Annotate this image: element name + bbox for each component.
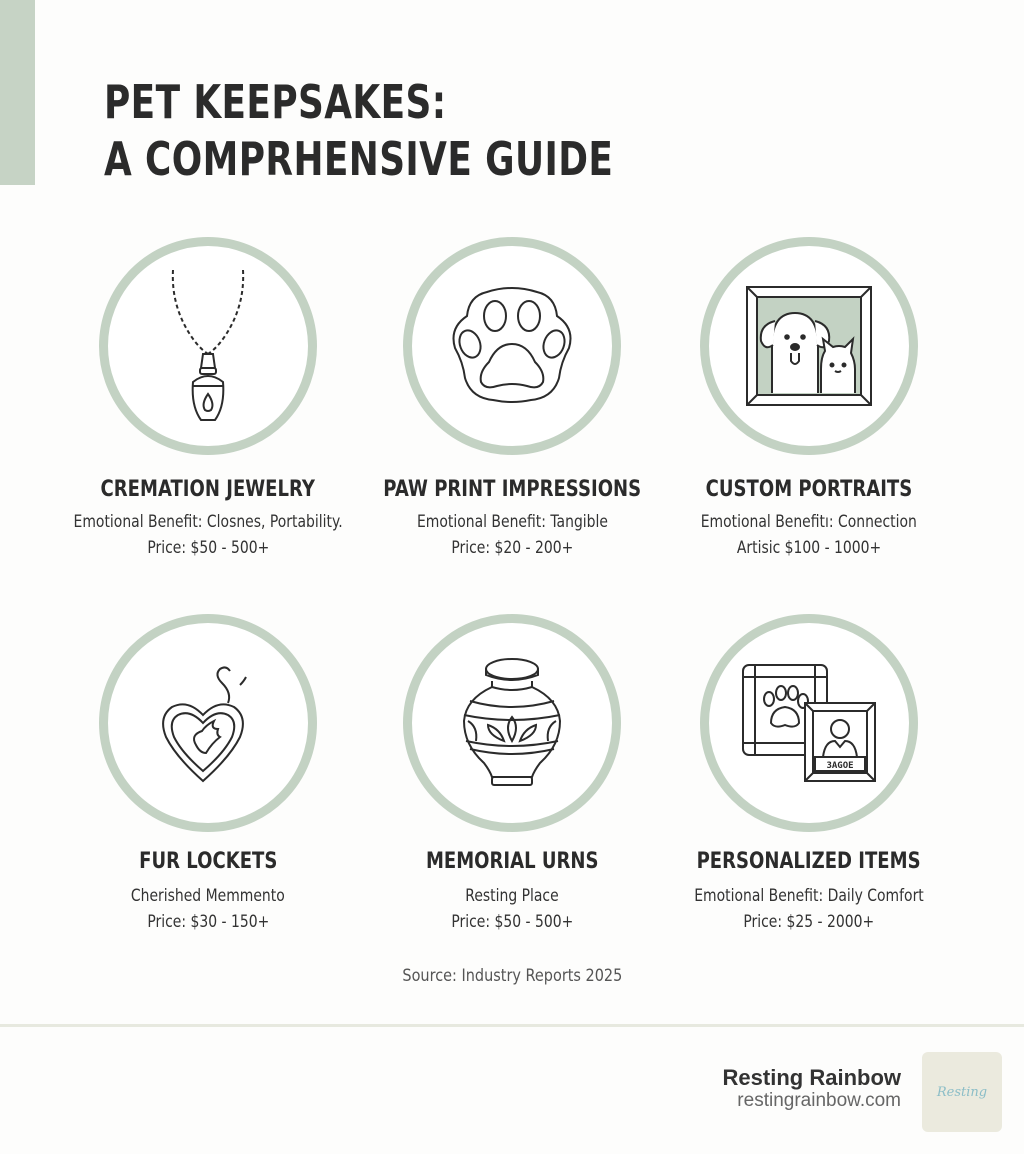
brand-url[interactable]: restingrainbow.com <box>737 1090 901 1111</box>
card-price: Price: $25 - 2000+ <box>743 912 875 932</box>
accent-bar <box>0 0 35 185</box>
card-custom-portraits <box>644 237 974 567</box>
frame-name-label: 3AGOE <box>826 761 854 771</box>
paw-print-icon <box>447 286 577 406</box>
page-title <box>104 74 613 188</box>
icon-circle <box>403 614 621 832</box>
memorial-urn-icon <box>462 655 562 791</box>
card-benefit: Emotional Benefit: Daily Comfort <box>694 886 924 906</box>
personalized-frames-icon <box>741 663 877 783</box>
urn-necklace-icon <box>153 256 263 436</box>
card-title: CUSTOM PORTRAITS <box>705 477 913 502</box>
card-price: Price: $50 - 500+ <box>451 912 573 932</box>
card-benefit: Cherished Memmento <box>131 886 285 906</box>
card-cremation-jewelry <box>43 237 373 567</box>
logo-text: Resting <box>936 1084 988 1100</box>
icon-circle <box>99 237 317 455</box>
icon-circle <box>403 237 621 455</box>
icon-circle <box>99 614 317 832</box>
heart-locket-icon <box>158 663 258 783</box>
icon-circle <box>700 237 918 455</box>
footer-divider <box>0 1024 1024 1027</box>
card-benefit: Emotional Benefit: Tangible <box>416 512 608 532</box>
card-benefit: Emotional Benefitı: Connection <box>700 512 918 532</box>
card-benefit: Resting Place <box>465 886 559 906</box>
card-price: Artisic $100 - 1000+ <box>736 538 882 558</box>
card-title: FUR LOCKETS <box>138 849 278 874</box>
icon-circle <box>700 614 918 832</box>
card-title: PERSONALIZED ITEMS <box>697 849 921 874</box>
card-price: Price: $30 - 150+ <box>147 912 269 932</box>
card-title: MEMORIAL URNS <box>425 849 599 874</box>
card-title: PAW PRINT IMPRESSIONS <box>383 477 641 502</box>
card-paw-print-impressions <box>347 237 677 567</box>
card-memorial-urns <box>347 614 677 944</box>
card-price: Price: $20 - 200+ <box>451 538 573 558</box>
card-title: CREMATION JEWELRY <box>100 477 316 502</box>
title-line-2: A COMPRHENSIVE GUIDE <box>104 132 614 186</box>
card-fur-lockets <box>43 614 373 944</box>
brand-name: Resting Rainbow <box>722 1065 901 1090</box>
brand-logo[interactable] <box>922 1052 1002 1132</box>
card-price: Price: $50 - 500+ <box>147 538 269 558</box>
source-note: Source: Industry Reports 2025 <box>402 966 622 986</box>
pet-portrait-frame-icon <box>745 285 873 407</box>
card-personalized-items <box>644 614 974 944</box>
title-line-1: PET KEEPSAKES: <box>104 75 447 129</box>
card-benefit: Emotional Benefit: Closnes, Portability. <box>73 512 343 532</box>
